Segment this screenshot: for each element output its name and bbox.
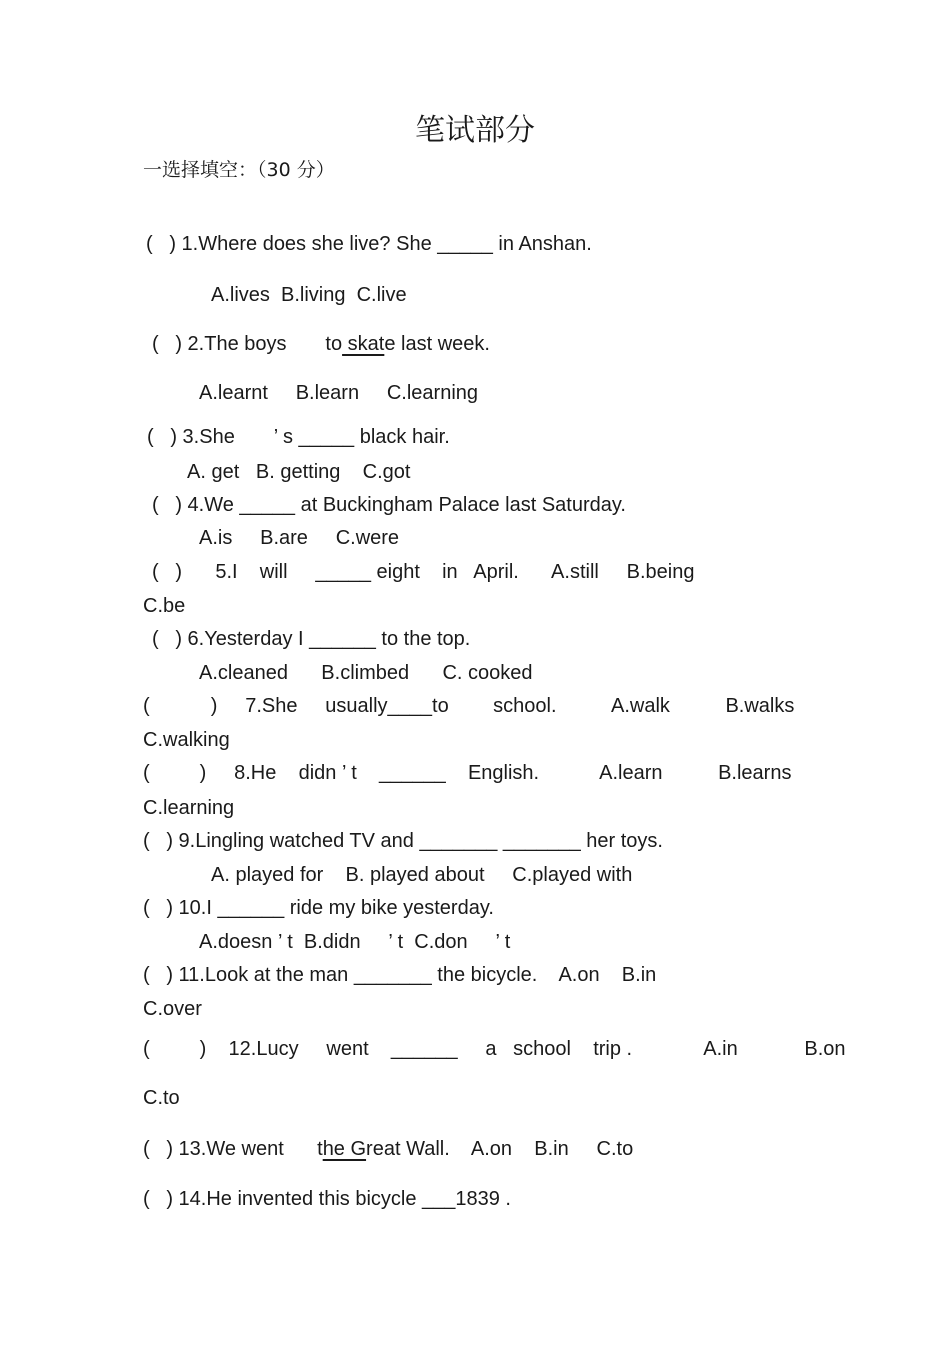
question-3: ( ) 3.She ’ s _____ black hair.: [147, 426, 450, 448]
question-6: ( ) 6.Yesterday I ______ to the top.: [152, 628, 471, 650]
question-2: [152, 332, 490, 356]
question-13-blank: he G: [322, 1138, 367, 1160]
question-9-options: A. played for B. played about C.played with: [211, 864, 633, 886]
question-14: ( ) 14.He invented this bicycle ___1839 .: [143, 1188, 511, 1210]
question-11-continuation: C.over: [143, 998, 202, 1020]
question-1: ( ) 1.Where does she live? She _____ in Anshan.: [146, 233, 592, 255]
question-1-options: A.lives B.living C.live: [211, 284, 407, 306]
question-11: ( ) 11.Look at the man _______ the bicycle. A.on B.in: [143, 964, 657, 986]
question-8-continuation: C.learning: [143, 797, 235, 819]
question-12: ( ) 12.Lucy went ______ a school trip . A.in B.on: [143, 1038, 846, 1060]
question-2-stem: ( ) 2.The boys to: [152, 333, 343, 355]
question-6-options: A.cleaned B.climbed C. cooked: [199, 662, 533, 684]
question-8: ( ) 8.He didn ’ t ______ English. A.learn B.learns: [143, 762, 792, 784]
question-10: ( ) 10.I ______ ride my bike yesterday.: [143, 897, 494, 919]
question-10-options: A.doesn ’ t B.didn ’ t C.don ’ t: [199, 931, 511, 953]
question-7: ( ) 7.She usually____to school. A.walk B.walks: [143, 695, 795, 717]
question-3-options: A. get B. getting C.got: [187, 461, 411, 483]
section-heading: 一选择填空：（30 分）: [143, 159, 335, 181]
question-5-continuation: C.be: [143, 595, 186, 617]
question-5: ( ) 5.I will _____ eight in April. A.still B.being: [152, 561, 695, 583]
page-title: 笔试部分: [415, 113, 535, 148]
question-13: [143, 1137, 633, 1161]
question-2-options: A.learnt B.learn C.learning: [199, 382, 479, 404]
question-13-stem-end: reat Wall. A.on B.in C.to: [366, 1138, 634, 1160]
question-4: ( ) 4.We _____ at Buckingham Palace last Saturday.: [152, 494, 626, 516]
question-2-stem-end: e last week.: [384, 333, 490, 355]
question-7-continuation: C.walking: [143, 729, 230, 751]
question-2-blank: skat: [342, 333, 385, 355]
question-12-continuation: C.to: [143, 1087, 180, 1109]
question-9: ( ) 9.Lingling watched TV and _______ _______ her toys.: [143, 830, 663, 852]
question-13-stem: ( ) 13.We went t: [143, 1138, 323, 1160]
question-4-options: A.is B.are C.were: [199, 527, 400, 549]
